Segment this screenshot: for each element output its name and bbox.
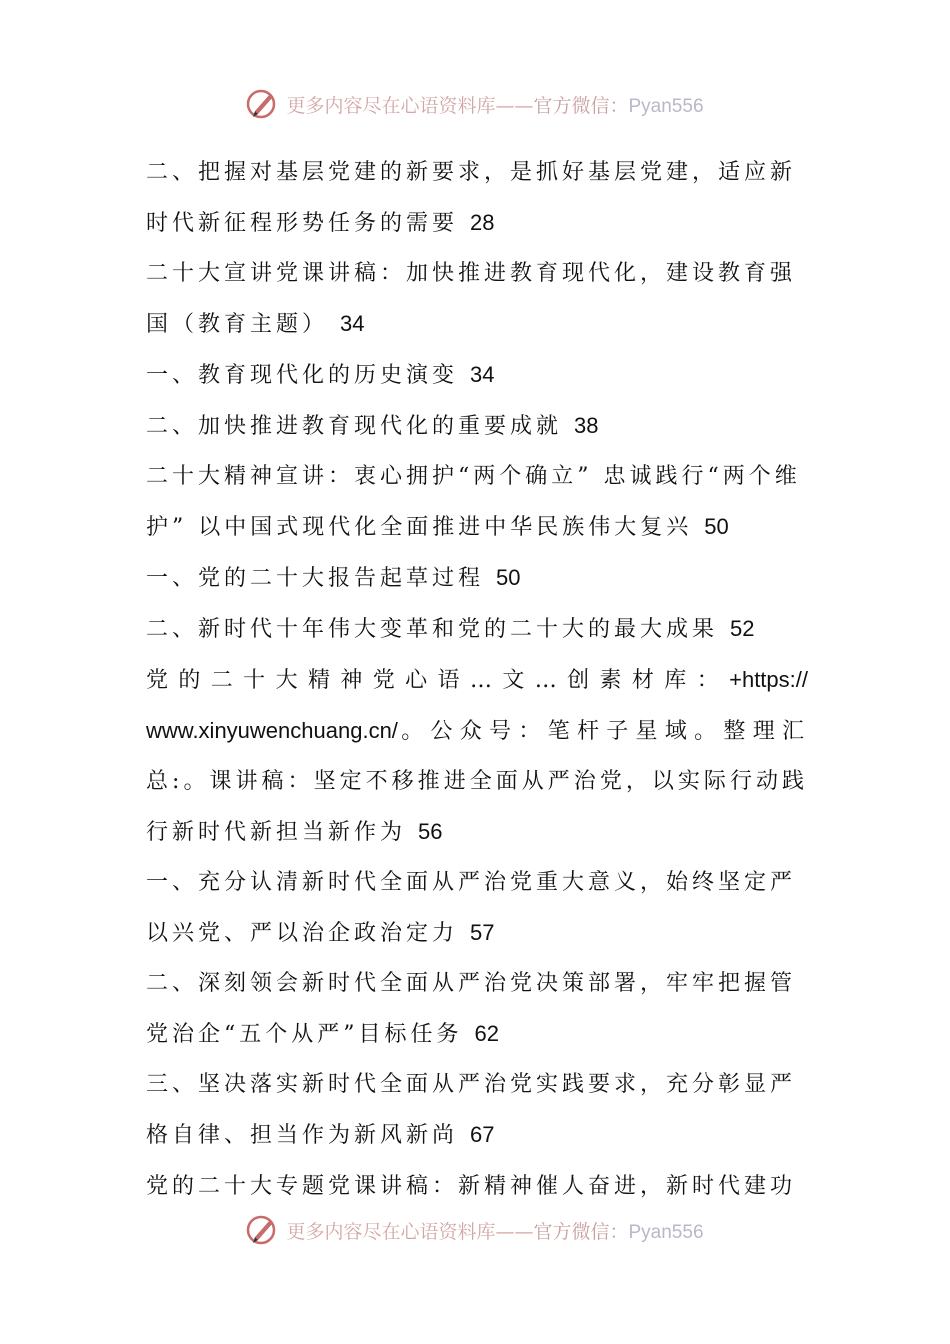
special-line-3: 总:。课讲稿：坚定不移推进全面从严治党，以实际行动践 [146, 769, 808, 794]
toc-entry-special [146, 655, 808, 858]
toc-entry: 二、新时代十年伟大变革和党的二十大的最大成果 52 [146, 616, 755, 642]
special-line-1: 党的二十大精神党心语…文…创素材库：+https:// [146, 667, 808, 693]
table-of-contents [146, 148, 808, 1212]
toc-entry: 一、党的二十大报告起草过程 50 [146, 565, 521, 591]
toc-entry: 二、加快推进教育现代化的重要成就 38 [146, 413, 599, 439]
banner-text: 更多内容尽在心语资料库——官方微信：Pyan556 [286, 1220, 704, 1243]
pen-logo-icon [246, 87, 280, 121]
special-line-4: 行新时代新担当新作为 56 [146, 819, 443, 845]
toc-entry: 二、把握对基层党建的新要求，是抓好基层党建，适应新时代新征程形势任务的需要 28 [146, 160, 797, 236]
toc-entry: 一、充分认清新时代全面从严治党重大意义，始终坚定严以兴党、严以治企政治定力 57 [146, 870, 797, 946]
toc-entry: 二十大宣讲党课讲稿：加快推进教育现代化，建设教育强国（教育主题） 34 [146, 261, 797, 337]
header-banner [0, 84, 950, 124]
toc-entry: 二十大精神宣讲：衷心拥护“两个确立” 忠诚践行“两个维护” 以中国式现代化全面推进中华民族伟大复兴 50 [146, 464, 801, 540]
toc-entry: 二、深刻领会新时代全面从严治党决策部署，牢牢把握管党治企“五个从严”目标任务 62 [146, 971, 797, 1047]
pen-logo-icon [246, 1213, 280, 1247]
banner-text: 更多内容尽在心语资料库——官方微信：Pyan556 [286, 94, 704, 117]
toc-entry: 三、坚决落实新时代全面从严治党实践要求，充分彰显严格自律、担当作为新风新尚 67 [146, 1072, 797, 1148]
toc-entry: 党的二十大专题党课讲稿：新精神催人奋进，新时代建功 [146, 1174, 797, 1199]
toc-entry: 一、教育现代化的历史演变 34 [146, 362, 495, 388]
special-line-2: www.xinyuwenchuang.cn/。公众号：笔杆子星域。整理汇 [146, 718, 808, 744]
footer-banner [0, 1210, 950, 1250]
